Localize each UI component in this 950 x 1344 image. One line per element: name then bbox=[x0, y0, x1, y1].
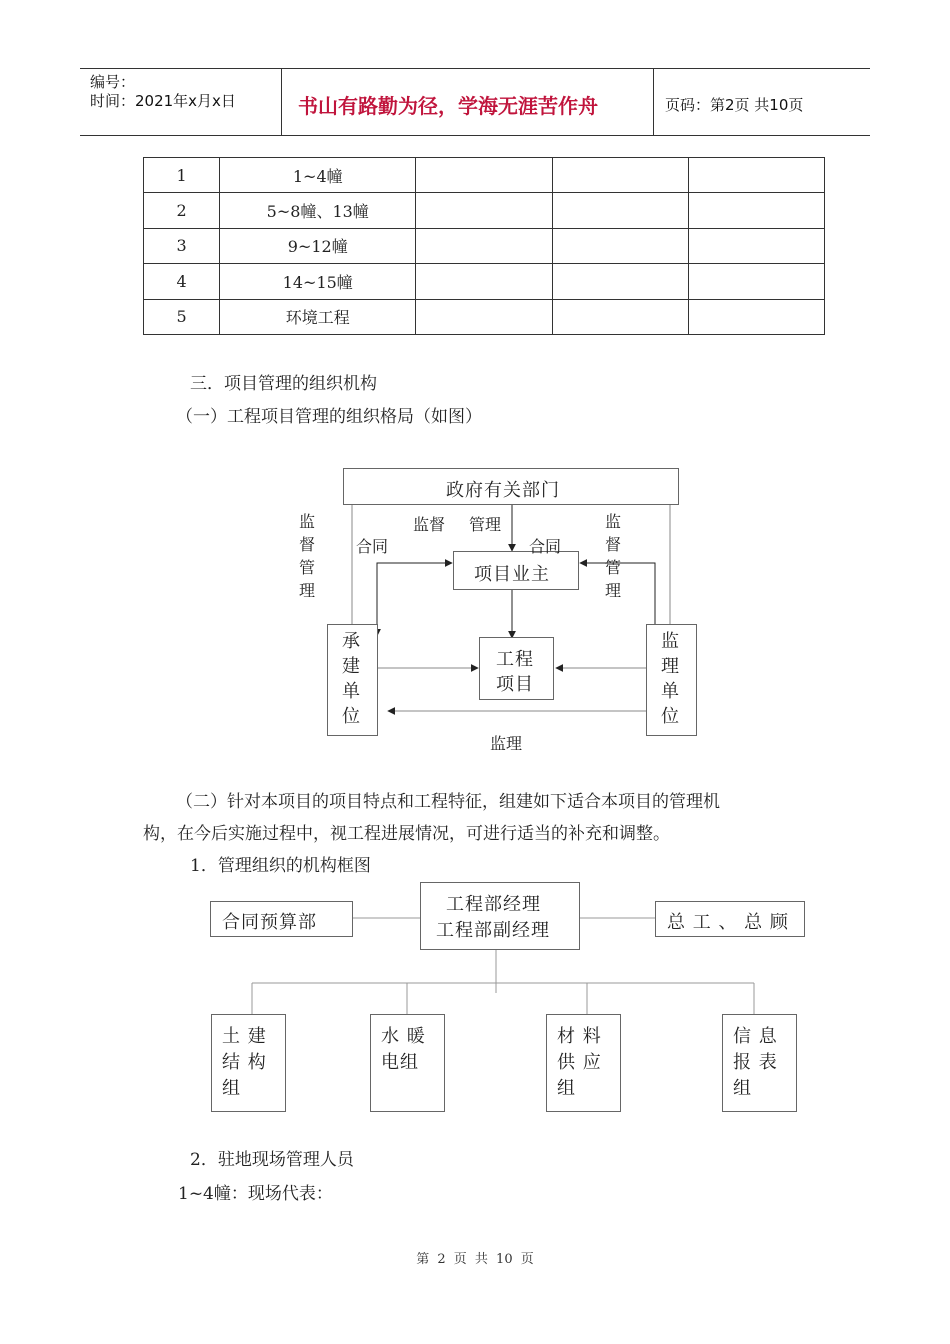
table-cell: 1~4幢 bbox=[220, 158, 416, 193]
group-label: 组 bbox=[557, 1078, 576, 1099]
project-label-line1: 工程 bbox=[496, 649, 534, 670]
chief-label: 总 工 、 总 顾 bbox=[667, 912, 789, 933]
header-motto: 书山有路勤为径，学海无涯苦作舟 bbox=[298, 94, 598, 118]
contract-left-label: 合同 bbox=[356, 537, 389, 556]
table-cell: 4 bbox=[144, 264, 220, 299]
paragraph-line: （二）针对本项目的项目特点和工程特征，组建如下适合本项目的管理机 bbox=[176, 792, 720, 812]
bottom-supervision-label: 监理 bbox=[490, 734, 523, 753]
project-label-line2: 项目 bbox=[496, 674, 534, 695]
section-title: 三．项目管理的组织机构 bbox=[190, 374, 377, 394]
table-cell: 2 bbox=[144, 193, 220, 228]
deputy-manager-label: 工程部副经理 bbox=[436, 920, 550, 941]
table-cell: 5 bbox=[144, 299, 220, 334]
subsection-title: （一）工程项目管理的组织格局（如图） bbox=[176, 407, 482, 427]
table-cell: 5~8幢、13幢 bbox=[220, 193, 416, 228]
right-supervision-label: 监督管理 bbox=[604, 512, 621, 600]
group-label: 供 应 bbox=[557, 1052, 602, 1073]
table-cell: 3 bbox=[144, 228, 220, 263]
table-cell: 9~12幢 bbox=[220, 228, 416, 263]
serial-label: 编号： bbox=[90, 73, 136, 91]
item-title: 1．管理组织的机构框图 bbox=[190, 856, 371, 876]
top-supervise-label: 监督 bbox=[413, 515, 446, 534]
table-cell: 1 bbox=[144, 158, 220, 193]
site-rep-line: 1~4幢：现场代表： bbox=[178, 1184, 333, 1204]
group-label: 组 bbox=[733, 1078, 752, 1099]
page-footer: 第 2 页 共 10 页 bbox=[416, 1252, 534, 1267]
contract-right-label: 合同 bbox=[529, 537, 562, 556]
contract-dept-label: 合同预算部 bbox=[222, 912, 317, 933]
table-cell: 14~15幢 bbox=[220, 264, 416, 299]
group-label: 材 料 bbox=[557, 1026, 602, 1047]
government-label: 政府有关部门 bbox=[446, 480, 560, 501]
manager-label: 工程部经理 bbox=[446, 894, 541, 915]
item-title: 2．驻地现场管理人员 bbox=[190, 1150, 354, 1170]
group-label: 组 bbox=[222, 1078, 241, 1099]
left-supervision-label: 监督管理 bbox=[298, 512, 315, 600]
page-label: 页码：第2页 共10页 bbox=[665, 96, 804, 114]
group-label: 报 表 bbox=[733, 1052, 778, 1073]
group-label: 电组 bbox=[381, 1052, 419, 1073]
group-label: 结 构 bbox=[222, 1052, 267, 1073]
group-label: 信 息 bbox=[733, 1026, 778, 1047]
paragraph-line: 构，在今后实施过程中，视工程进展情况，可进行适当的补充和调整。 bbox=[143, 824, 670, 844]
supervisor-label: 监理单位 bbox=[661, 631, 679, 727]
time-label: 时间：2021年x月x日 bbox=[90, 92, 236, 110]
owner-label: 项目业主 bbox=[474, 564, 550, 585]
group-label: 土 建 bbox=[222, 1026, 267, 1047]
contractor-label: 承建单位 bbox=[342, 631, 360, 727]
table-cell: 环境工程 bbox=[220, 299, 416, 334]
top-manage-label: 管理 bbox=[469, 515, 502, 534]
group-label: 水 暖 bbox=[381, 1026, 426, 1047]
